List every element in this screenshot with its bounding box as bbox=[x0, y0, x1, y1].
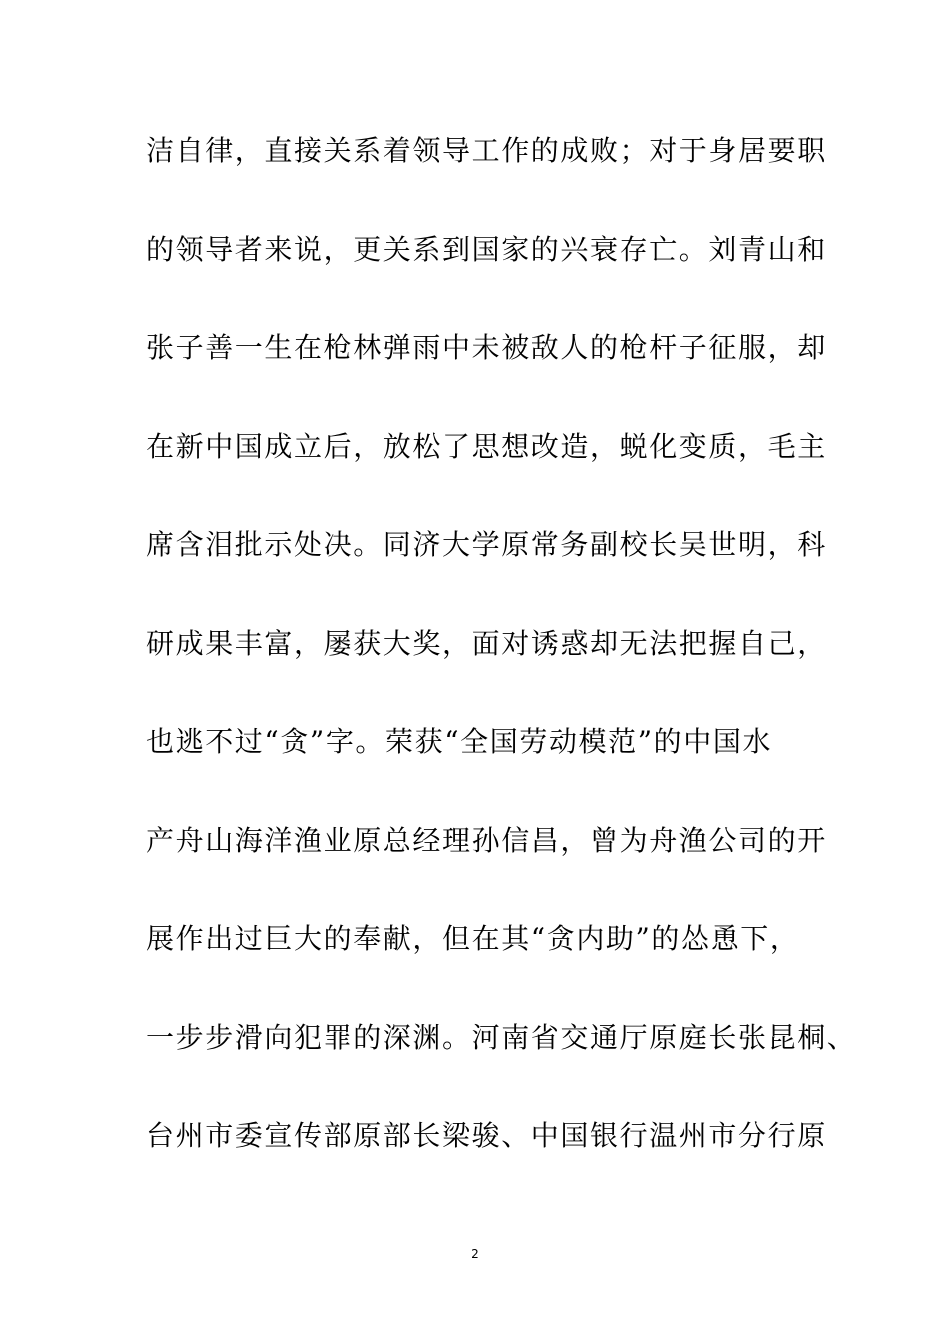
text-line: 的领导者来说，更关系到国家的兴衰存亡。刘青山和 bbox=[146, 232, 827, 266]
text-line: 展作出过巨大的奉献，但在其“贪内助”的怂恿下， bbox=[146, 922, 800, 955]
text-line: 研成果丰富，屡获大奖，面对诱惑却无法把握自己， bbox=[146, 626, 827, 660]
text-line: 张子善一生在枪林弹雨中未被敌人的枪杆子征服，却 bbox=[146, 331, 827, 364]
text-line: 在新中国成立后，放松了思想改造，蜕化变质，毛主 bbox=[146, 429, 827, 463]
text-line: 产舟山海洋渔业原总经理孙信昌，曾为舟渔公司的开 bbox=[146, 823, 827, 857]
text-line: 台州市委宣传部原部长梁骏、中国银行温州市分行原 bbox=[146, 1119, 827, 1152]
text-line: 席含泪批示处决。同济大学原常务副校长吴世明，科 bbox=[146, 528, 827, 561]
text-line: 洁自律，直接关系着领导工作的成败；对于身居要职 bbox=[146, 134, 827, 167]
page-number: 2 bbox=[471, 1247, 479, 1261]
body-text bbox=[146, 128, 857, 1212]
text-line: 也逃不过“贪”字。荣获“全国劳动模范”的中国水 bbox=[146, 725, 773, 758]
text-line: 一步步滑向犯罪的深渊。河南省交通厅原庭长张昆桐、 bbox=[146, 1020, 857, 1054]
